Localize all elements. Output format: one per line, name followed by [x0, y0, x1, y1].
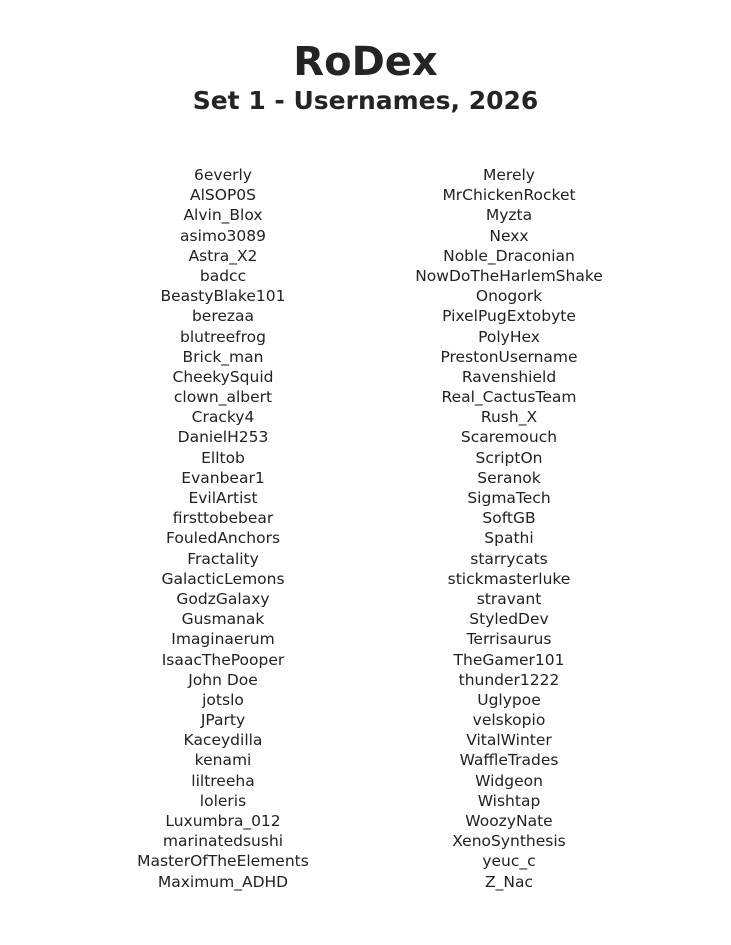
- username-item: MrChickenRocket: [442, 186, 576, 205]
- username-item: kenami: [194, 751, 252, 770]
- username-item: SigmaTech: [467, 489, 551, 507]
- username-item: velskopio: [472, 711, 546, 730]
- username-item: badcc: [199, 266, 247, 285]
- username-item: DanielH253: [177, 428, 269, 447]
- username-item: StyledDev: [469, 610, 549, 629]
- username-item: clown_albert: [173, 388, 273, 407]
- username-item: Imaginaerum: [171, 630, 275, 649]
- username-item: Wishtap: [477, 791, 541, 810]
- document-subtitle: Set 1 - Usernames, 2026: [192, 86, 539, 115]
- username-item: TheGamer101: [453, 650, 565, 669]
- username-item: Brick_man: [182, 347, 264, 366]
- username-item: Fractality: [187, 549, 259, 568]
- username-item: Kaceydilla: [183, 731, 263, 750]
- username-item: firsttobebear: [172, 509, 274, 528]
- username-item: starrycats: [470, 549, 548, 568]
- username-item: SoftGB: [482, 509, 536, 528]
- username-item: IsaacThePooper: [161, 650, 285, 669]
- username-item: Noble_Draconian: [443, 246, 575, 265]
- username-item: Cracky4: [191, 408, 255, 427]
- username-item: Seranok: [477, 468, 541, 487]
- username-item: Merely: [483, 166, 535, 184]
- username-item: Widgeon: [475, 771, 543, 790]
- document-header: [0, 38, 731, 116]
- username-item: jotslo: [202, 690, 244, 709]
- username-item: JParty: [200, 711, 246, 730]
- username-item: MasterOfTheElements: [137, 852, 309, 871]
- username-item: EvilArtist: [188, 489, 258, 507]
- username-item: Z_Nac: [485, 872, 533, 891]
- username-item: 6everly: [194, 166, 252, 184]
- username-item: Maximum_ADHD: [157, 872, 289, 891]
- username-item: berezaa: [191, 307, 255, 326]
- username-item: GodzGalaxy: [176, 589, 270, 608]
- username-item: CheekySquid: [172, 367, 274, 386]
- username-column-left: [73, 165, 373, 892]
- username-item: marinatedsushi: [162, 832, 284, 851]
- document-title: RoDex: [293, 39, 438, 85]
- username-item: Gusmanak: [181, 610, 265, 629]
- username-item: XenoSynthesis: [452, 832, 566, 851]
- username-item: Rush_X: [480, 408, 538, 427]
- username-item: WaffleTrades: [459, 751, 559, 770]
- username-item: stickmasterluke: [447, 569, 571, 588]
- username-item: Elltob: [201, 448, 245, 467]
- username-item: NowDoTheHarlemShake: [415, 266, 603, 285]
- username-item: stravant: [476, 589, 542, 608]
- username-item: John Doe: [188, 670, 258, 689]
- username-item: Onogork: [475, 287, 543, 306]
- username-item: Spathi: [484, 529, 534, 548]
- username-item: Evanbear1: [181, 468, 265, 487]
- username-item: Terrisaurus: [466, 630, 552, 649]
- username-column-right: [359, 165, 659, 892]
- username-item: VitalWinter: [466, 731, 552, 750]
- username-item: WoozyNate: [465, 812, 553, 830]
- username-item: ScriptOn: [475, 448, 543, 467]
- username-item: Ravenshield: [461, 367, 557, 386]
- username-item: PrestonUsername: [440, 347, 578, 366]
- username-item: PolyHex: [478, 327, 540, 346]
- username-item: yeuc_c: [482, 852, 536, 871]
- username-item: FouledAnchors: [165, 529, 281, 548]
- username-item: GalacticLemons: [161, 569, 285, 588]
- username-item: asimo3089: [180, 226, 266, 245]
- username-item: Nexx: [489, 226, 529, 245]
- username-item: thunder1222: [458, 670, 560, 689]
- username-item: liltreeha: [191, 771, 255, 790]
- username-item: blutreefrog: [180, 327, 266, 346]
- username-item: Luxumbra_012: [165, 812, 281, 830]
- username-item: Real_CactusTeam: [441, 388, 577, 407]
- username-item: Scaremouch: [460, 428, 558, 447]
- username-item: Astra_X2: [188, 246, 258, 265]
- username-item: PixelPugExtobyte: [442, 307, 576, 326]
- username-item: BeastyBlake101: [160, 287, 286, 306]
- username-item: Myzta: [485, 206, 533, 225]
- username-item: AlSOP0S: [190, 186, 256, 205]
- username-item: Uglypoe: [477, 690, 541, 709]
- username-item: loleris: [199, 791, 247, 810]
- username-item: Alvin_Blox: [183, 206, 263, 225]
